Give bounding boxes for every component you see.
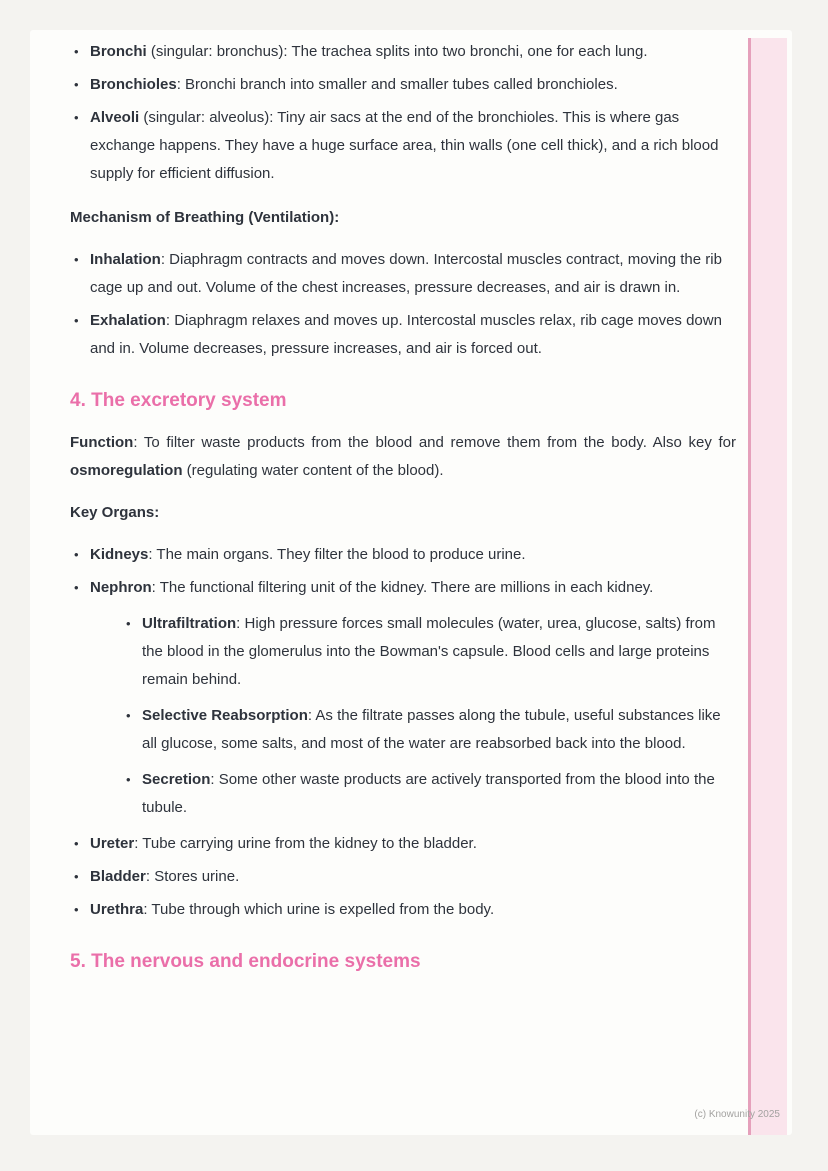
bullet-icon: • [74, 869, 79, 884]
list-item [70, 307, 736, 363]
list-item [70, 541, 736, 569]
text-run: (singular: alveolus): Tiny air sacs at the end of the bronchioles. This is where gas exchange happens. They have a huge surface area, thin walls (one cell thick), and a rich blood supply for efficient diffusion. [90, 109, 719, 182]
watermark: (c) Knowunity 2025 [694, 1109, 780, 1120]
list-item-text [90, 43, 648, 60]
text-run: (regulating water content of the blood). [182, 462, 444, 479]
bullet-icon: • [74, 547, 79, 562]
text-run: : The functional filtering unit of the kidney. There are millions in each kidney. [151, 579, 654, 596]
bold-term: Bladder [90, 868, 146, 885]
bold-term: Inhalation [90, 251, 161, 268]
text-run: : Bronchi branch into smaller and smaller tubes called bronchioles. [176, 76, 618, 93]
paragraph [70, 429, 736, 485]
list-item-text [90, 546, 526, 563]
list-item [70, 830, 736, 858]
text-run: : Tube through which urine is expelled from the body. [143, 901, 495, 918]
bold-term: Nephron [90, 579, 152, 596]
list-item-text [142, 615, 716, 688]
list-item [122, 702, 736, 758]
subheading: Mechanism of Breathing (Ventilation): [70, 209, 340, 226]
bold-term: Function [70, 434, 134, 451]
bold-term: Bronchi [90, 43, 147, 60]
list-item-text [90, 251, 722, 296]
bullet-list [70, 38, 736, 188]
bullet-list [122, 610, 736, 822]
list-item-text [90, 868, 239, 885]
bold-term: Secretion [142, 771, 211, 788]
list-item-text [90, 109, 718, 182]
list-item-text [90, 901, 494, 918]
section-heading: 5. The nervous and endocrine systems [70, 951, 421, 972]
bold-term: Urethra [90, 901, 144, 918]
bullet-icon: • [74, 252, 79, 267]
bold-term: Bronchioles [90, 76, 177, 93]
bold-term: Kidneys [90, 546, 149, 563]
bold-term: Ureter [90, 835, 135, 852]
bold-term: osmoregulation [70, 462, 183, 479]
list-item-text [142, 771, 715, 816]
bullet-list [70, 541, 736, 924]
text-run: : To filter waste products from the blood and remove them from the body. Also key for [133, 434, 736, 451]
list-item [70, 71, 736, 99]
text-run: : As the filtrate passes along the tubule, useful substances like all glucose, some salts, and most of the water are reabsorbed back into the blood. [142, 707, 721, 752]
bold-term: Exhalation [90, 312, 166, 329]
list-item-text [90, 579, 653, 596]
bullet-icon: • [74, 313, 79, 328]
list-item [70, 246, 736, 302]
document-page [30, 30, 792, 1135]
list-item [122, 766, 736, 822]
list-item [70, 574, 736, 822]
bold-term: Ultrafiltration [142, 615, 237, 632]
bullet-icon: • [126, 616, 131, 631]
bullet-icon: • [74, 902, 79, 917]
section-heading: 4. The excretory system [70, 390, 287, 411]
page-content [70, 38, 736, 990]
text-run: (singular: bronchus): The trachea splits into two bronchi, one for each lung. [146, 43, 648, 60]
list-item [122, 610, 736, 694]
bullet-icon: • [74, 580, 79, 595]
bullet-icon: • [126, 772, 131, 787]
list-item-text [90, 312, 722, 357]
list-item [70, 863, 736, 891]
text-run: : Diaphragm relaxes and moves up. Intercostal muscles relax, rib cage moves down and in. Volume decreases, pressure increases, and air is forced out. [90, 312, 722, 357]
list-item [70, 896, 736, 924]
bold-term: Selective Reabsorption [142, 707, 308, 724]
bullet-icon: • [74, 836, 79, 851]
list-item [70, 38, 736, 66]
bullet-icon: • [74, 44, 79, 59]
bullet-icon: • [74, 77, 79, 92]
list-item [70, 104, 736, 188]
text-run: : High pressure forces small molecules (water, urea, glucose, salts) from the blood in the glomerulus into the Bowman's capsule. Blood cells and large proteins remain behind. [142, 615, 716, 688]
text-run: : Diaphragm contracts and moves down. Intercostal muscles contract, moving the rib cage up and out. Volume of the chest increases, pressure decreases, and air is drawn in. [90, 251, 722, 296]
bold-term: Alveoli [90, 109, 140, 126]
list-item-text [90, 835, 477, 852]
text-run: : The main organs. They filter the blood to produce urine. [148, 546, 526, 563]
list-item-text [90, 76, 618, 93]
text-run: : Some other waste products are actively transported from the blood into the tubule. [142, 771, 715, 816]
bullet-icon: • [74, 110, 79, 125]
text-run: : Tube carrying urine from the kidney to the bladder. [134, 835, 477, 852]
subheading: Key Organs: [70, 504, 160, 521]
bullet-icon: • [126, 708, 131, 723]
bullet-list [70, 246, 736, 363]
right-margin-stripe [748, 38, 787, 1135]
text-run: : Stores urine. [145, 868, 240, 885]
list-item-text [142, 707, 721, 752]
